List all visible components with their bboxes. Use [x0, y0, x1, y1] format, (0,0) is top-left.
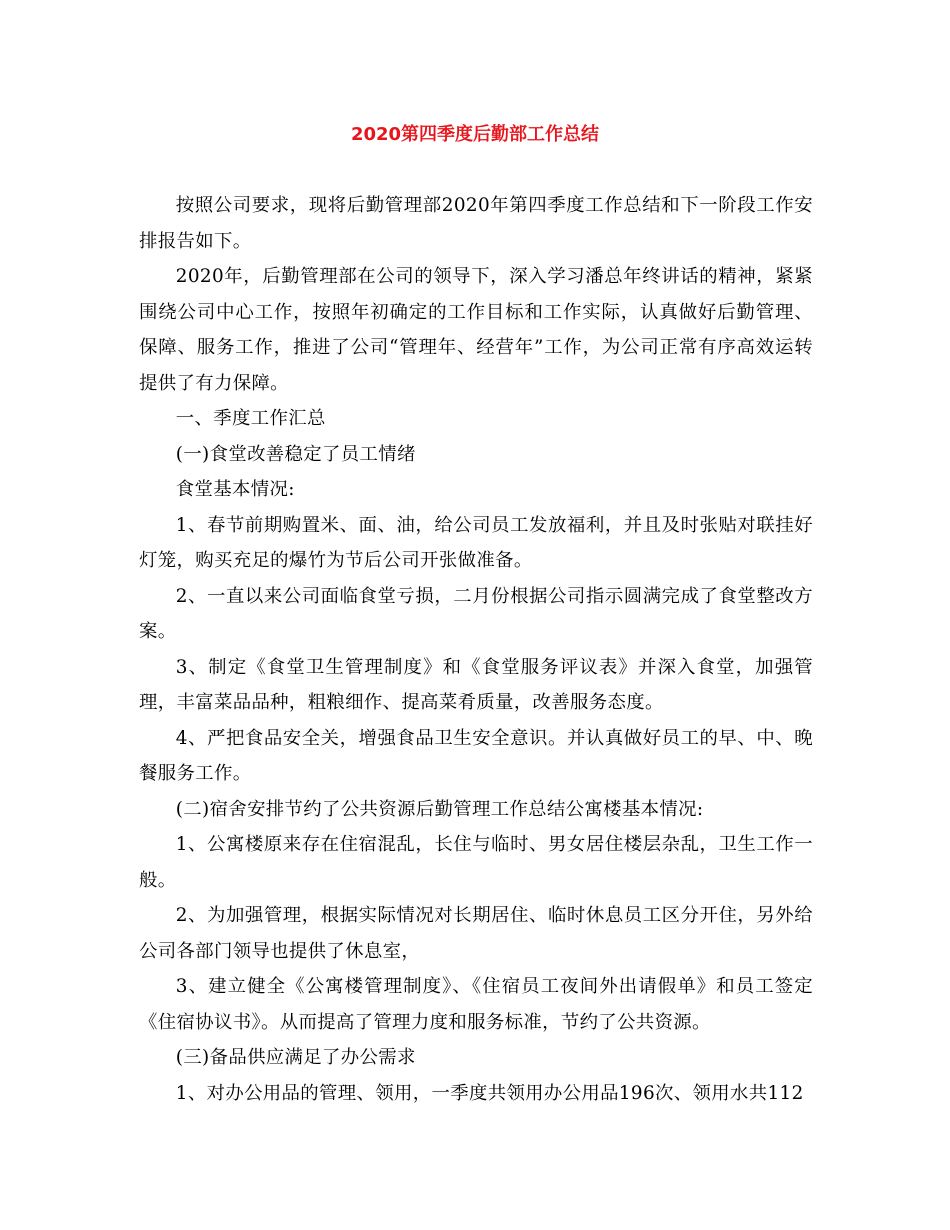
list-item: 2、为加强管理，根据实际情况对长期居住、临时休息员工区分开住，另外给公司各部门领导也提供了休息室， — [139, 905, 813, 962]
subsection-heading: (三)备品供应满足了办公需求 — [175, 1047, 416, 1068]
list-item: 1、公寓楼原来存在住宿混乱，长住与临时、男女居住楼层杂乱，卫生工作一般。 — [139, 834, 813, 891]
list-item: 1、对办公用品的管理、领用，一季度共领用办公用品196次、领用水共112 — [175, 1082, 804, 1104]
list-item: 2、一直以来公司面临食堂亏损，二月份根据公司指示圆满完成了食堂整改方案。 — [139, 585, 813, 642]
paragraph-overview: 2020年，后勤管理部在公司的领导下，深入学习潘总年终讲话的精神，紧紧围绕公司中心工作，按照年初确定的工作目标和工作实际，认真做好后勤管理、保障、服务工作，推进了公司“管理年、经营年”工作，为公司正常有序高效运转提供了有力保障。 — [139, 266, 813, 394]
document-title: 2020第四季度后勤部工作总结 — [350, 124, 600, 145]
subsection-heading: (二)宿舍安排节约了公共资源后勤管理工作总结公寓楼基本情况: — [175, 798, 704, 820]
list-item: 4、严把食品安全关，增强食品卫生安全意识。并认真做好员工的早、中、晚餐服务工作。 — [139, 727, 813, 784]
list-item: 3、制定《食堂卫生管理制度》和《食堂服务评议表》并深入食堂，加强管理，丰富菜品品种，粗粮细作、提高菜肴质量，改善服务态度。 — [139, 656, 813, 713]
paragraph-label: 食堂基本情况: — [175, 479, 295, 500]
section-heading: 一、季度工作汇总 — [175, 408, 326, 429]
paragraph-intro: 按照公司要求，现将后勤管理部2020年第四季度工作总结和下一阶段工作安排报告如下。 — [139, 195, 813, 252]
list-item: 3、建立健全《公寓楼管理制度》、《住宿员工夜间外出请假单》和员工签定《住宿协议书》。从而提高了管理力度和服务标准，节约了公共资源。 — [139, 976, 813, 1033]
document-body — [139, 188, 813, 1111]
list-item: 1、春节前期购置米、面、油，给公司员工发放福利，并且及时张贴对联挂好灯笼，购买充足的爆竹为节后公司开张做准备。 — [139, 514, 813, 571]
subsection-heading: (一)食堂改善稳定了员工情绪 — [175, 443, 416, 465]
